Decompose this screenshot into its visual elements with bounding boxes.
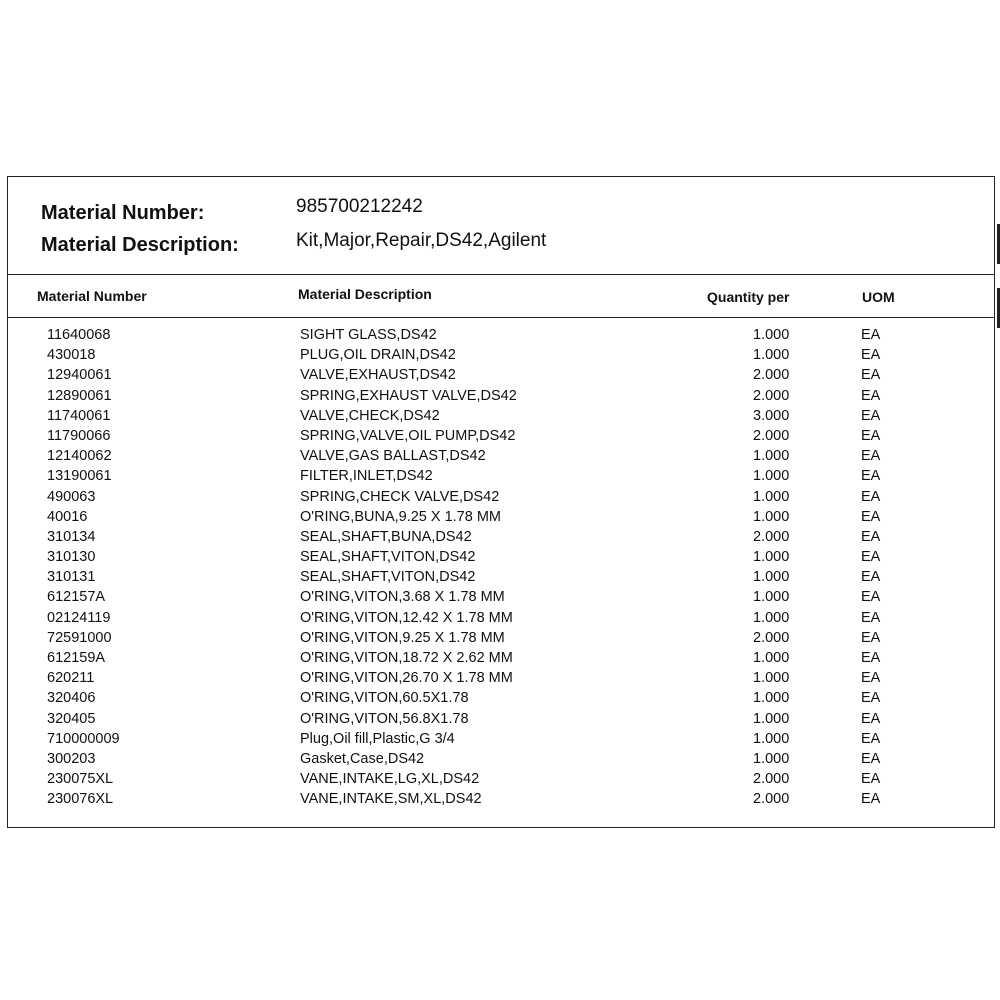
table-row: [8, 670, 994, 690]
material-description-cell: SPRING,CHECK VALVE,DS42: [300, 488, 500, 505]
uom-cell: EA: [861, 589, 881, 606]
material-description-cell: O'RING,VITON,18.72 X 2.62 MM: [300, 650, 513, 666]
material-number-cell: 11740061: [47, 407, 111, 424]
uom-cell: EA: [861, 387, 881, 404]
material-number-cell: 620211: [47, 670, 95, 687]
table-row: [8, 650, 994, 670]
quantity-cell: 1.000: [753, 710, 790, 727]
table-row: [8, 428, 994, 448]
table-column-headers: [8, 274, 994, 318]
material-description-value: Kit,Major,Repair,DS42,Agilent: [296, 230, 547, 251]
material-number-cell: 490063: [47, 488, 96, 505]
uom-cell: EA: [861, 750, 881, 767]
material-number-cell: 40016: [47, 508, 88, 525]
quantity-cell: 2.000: [753, 629, 790, 646]
material-description-cell: SEAL,SHAFT,BUNA,DS42: [300, 528, 472, 545]
uom-cell: EA: [861, 367, 881, 384]
uom-cell: EA: [861, 650, 881, 666]
material-description-cell: O'RING,BUNA,9.25 X 1.78 MM: [300, 508, 501, 525]
material-description-cell: O'RING,VITON,3.68 X 1.78 MM: [300, 589, 505, 606]
quantity-cell: 1.000: [753, 650, 790, 666]
material-number-cell: 300203: [47, 750, 96, 767]
table-row: [8, 408, 994, 428]
uom-cell: EA: [861, 609, 881, 626]
material-number-cell: 11640068: [47, 327, 111, 343]
table-row: [8, 347, 994, 367]
column-header-material-number: Material Number: [37, 288, 147, 304]
quantity-cell: 1.000: [753, 670, 790, 687]
material-number-cell: 310130: [47, 549, 96, 566]
uom-cell: EA: [861, 448, 881, 465]
quantity-cell: 3.000: [753, 407, 790, 424]
material-description-cell: SIGHT GLASS,DS42: [300, 327, 437, 343]
material-number-label: Material Number:: [41, 202, 205, 224]
uom-cell: EA: [861, 407, 881, 424]
quantity-cell: 2.000: [753, 771, 790, 788]
material-header: [8, 177, 994, 275]
material-description-cell: SPRING,VALVE,OIL PUMP,DS42: [300, 427, 516, 444]
material-number-cell: 230076XL: [47, 791, 114, 808]
table-row: [8, 791, 994, 811]
quantity-cell: 1.000: [753, 589, 790, 606]
material-description-cell: VANE,INTAKE,SM,XL,DS42: [300, 791, 482, 808]
material-number-cell: 612159A: [47, 650, 106, 666]
quantity-cell: 1.000: [753, 750, 790, 767]
table-row: [8, 751, 994, 771]
quantity-cell: 2.000: [753, 387, 790, 404]
material-number-cell: 230075XL: [47, 771, 114, 788]
material-description-cell: O'RING,VITON,26.70 X 1.78 MM: [300, 670, 513, 687]
material-number-cell: 612157A: [47, 589, 106, 606]
uom-cell: EA: [861, 488, 881, 505]
uom-cell: EA: [861, 427, 881, 444]
table-row: [8, 569, 994, 589]
table-row: [8, 630, 994, 650]
uom-cell: EA: [861, 730, 881, 747]
quantity-cell: 2.000: [753, 427, 790, 444]
material-number-cell: 11790066: [47, 427, 111, 444]
quantity-cell: 1.000: [753, 609, 790, 626]
quantity-cell: 2.000: [753, 367, 790, 384]
uom-cell: EA: [861, 549, 881, 566]
material-description-cell: Plug,Oil fill,Plastic,G 3/4: [300, 730, 455, 747]
quantity-cell: 2.000: [753, 791, 790, 808]
material-description-cell: SEAL,SHAFT,VITON,DS42: [300, 569, 476, 586]
table-row: [8, 388, 994, 408]
table-row: [8, 489, 994, 509]
material-description-cell: SEAL,SHAFT,VITON,DS42: [300, 549, 476, 566]
material-sheet: [7, 176, 995, 828]
uom-cell: EA: [861, 528, 881, 545]
table-row: [8, 549, 994, 569]
uom-cell: EA: [861, 629, 881, 646]
table-row: [8, 711, 994, 731]
material-number-cell: 430018: [47, 347, 96, 364]
material-number-cell: 12940061: [47, 367, 112, 384]
quantity-cell: 2.000: [753, 528, 790, 545]
material-description-cell: Gasket,Case,DS42: [300, 750, 425, 767]
table-row: [8, 529, 994, 549]
table-row: [8, 367, 994, 387]
material-description-cell: O'RING,VITON,56.8X1.78: [300, 710, 469, 727]
quantity-cell: 1.000: [753, 730, 790, 747]
quantity-cell: 1.000: [753, 448, 790, 465]
material-number-cell: 320405: [47, 710, 96, 727]
table-row: [8, 771, 994, 791]
quantity-cell: 1.000: [753, 327, 790, 343]
table-row: [8, 468, 994, 488]
table-row: [8, 610, 994, 630]
material-description-cell: O'RING,VITON,12.42 X 1.78 MM: [300, 609, 513, 626]
material-description-cell: SPRING,EXHAUST VALVE,DS42: [300, 387, 517, 404]
uom-cell: EA: [861, 791, 881, 808]
material-number-cell: 710000009: [47, 730, 120, 747]
material-number-value: 985700212242: [296, 196, 423, 217]
table-row: [8, 448, 994, 468]
uom-cell: EA: [861, 327, 881, 343]
uom-cell: EA: [861, 710, 881, 727]
table-row: [8, 690, 994, 710]
material-number-cell: 320406: [47, 690, 96, 707]
material-description-cell: VALVE,EXHAUST,DS42: [300, 367, 456, 384]
table-row: [8, 327, 994, 347]
material-description-cell: VALVE,CHECK,DS42: [300, 407, 440, 424]
quantity-cell: 1.000: [753, 488, 790, 505]
material-number-cell: 12890061: [47, 387, 112, 404]
material-number-cell: 02124119: [47, 609, 111, 626]
material-description-cell: O'RING,VITON,60.5X1.78: [300, 690, 469, 707]
quantity-cell: 1.000: [753, 690, 790, 707]
material-number-cell: 72591000: [47, 629, 112, 646]
uom-cell: EA: [861, 508, 881, 525]
material-description-cell: FILTER,INLET,DS42: [300, 468, 433, 485]
uom-cell: EA: [861, 468, 881, 485]
column-header-quantity: Quantity per: [707, 289, 790, 305]
column-header-material-description: Material Description: [298, 286, 432, 302]
quantity-cell: 1.000: [753, 549, 790, 566]
uom-cell: EA: [861, 690, 881, 707]
quantity-cell: 1.000: [753, 468, 790, 485]
table-row: [8, 731, 994, 751]
material-description-cell: PLUG,OIL DRAIN,DS42: [300, 347, 456, 364]
material-description-cell: VANE,INTAKE,LG,XL,DS42: [300, 771, 480, 788]
column-header-uom: UOM: [862, 289, 895, 305]
material-description-cell: O'RING,VITON,9.25 X 1.78 MM: [300, 629, 505, 646]
uom-cell: EA: [861, 670, 881, 687]
material-number-cell: 13190061: [47, 468, 112, 485]
material-description-label: Material Description:: [41, 234, 239, 256]
material-description-cell: VALVE,GAS BALLAST,DS42: [300, 448, 486, 465]
material-number-cell: 310131: [47, 569, 96, 586]
uom-cell: EA: [861, 569, 881, 586]
uom-cell: EA: [861, 347, 881, 364]
table-body: [8, 327, 994, 812]
table-row: [8, 509, 994, 529]
quantity-cell: 1.000: [753, 508, 790, 525]
quantity-cell: 1.000: [753, 347, 790, 364]
material-number-cell: 310134: [47, 528, 96, 545]
uom-cell: EA: [861, 771, 881, 788]
quantity-cell: 1.000: [753, 569, 790, 586]
material-number-cell: 12140062: [47, 448, 112, 465]
table-row: [8, 589, 994, 609]
